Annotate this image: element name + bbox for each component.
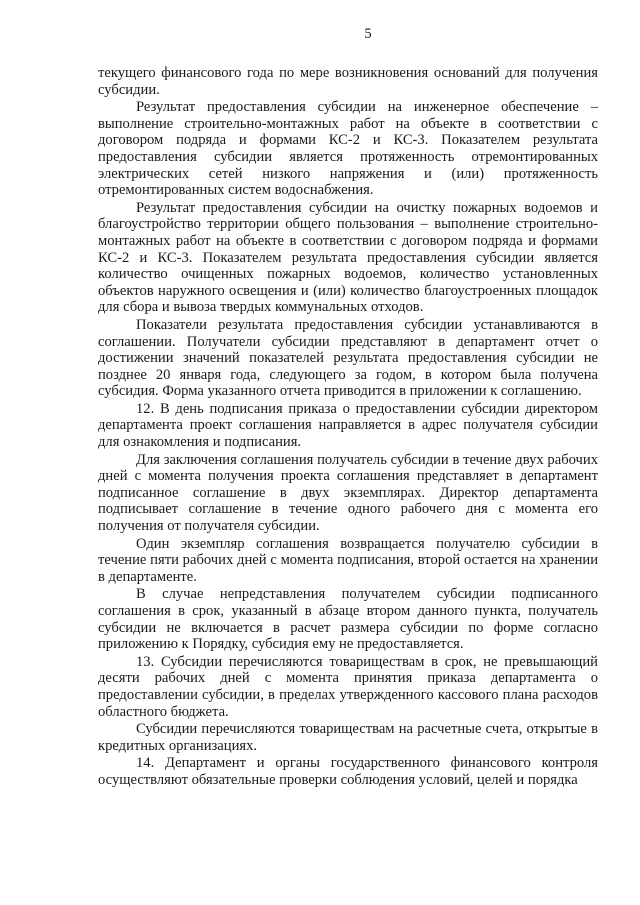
paragraph: Результат предоставления субсидии на инженерное обеспечение – выполнение строительно-монтажных работ на объекте в соответствии с договором подряда и формами КС-2 и КС-3. Показателем результата предоставления субсидии является протяженность отремонтированных электрических сетей низкого напряжения и (или) протяженность отремонтированных систем водоснабжения. (98, 99, 598, 199)
paragraph: 12. В день подписания приказа о предоставлении субсидии директором департамента проект соглашения направляется в адрес получателя субсидии для ознакомления и подписания. (98, 400, 598, 451)
page-number: 5 (364, 26, 372, 42)
paragraph: Субсидии перечисляются товариществам на расчетные счета, открытые в кредитных организациях. (98, 721, 598, 754)
paragraph: Один экземпляр соглашения возвращается получателю субсидии в течение пяти рабочих дней с момента подписания, второй остается на хранении в департаменте. (98, 535, 598, 585)
paragraph: Показатели результата предоставления субсидии устанавливаются в соглашении. Получатели субсидии представляют в департамент отчет о достижении значений показателей результата предоставления субсидии не позднее 20 января года, следующего за годом, в котором была получена субсидия. Форма указанного отчета приводится в приложении к соглашению. (98, 316, 598, 400)
paragraph: 14. Департамент и органы государственного финансового контроля осуществляют обязательные проверки соблюдения условий, целей и порядка (98, 755, 598, 788)
paragraph: Для заключения соглашения получатель субсидии в течение двух рабочих дней с момента получения проекта соглашения представляет в департамент подписанное соглашение в двух экземплярах. Директор департамента подписывает соглашение в течение одного рабочего дня с момента его получения от получателя субсидии. (98, 451, 598, 535)
paragraph: 13. Субсидии перечисляются товариществам в срок, не превышающий десяти рабочих дней с момента принятия приказа департамента о предоставлении субсидии, в пределах утвержденного кассового плана расходов областного бюджета. (98, 653, 598, 720)
paragraph: Результат предоставления субсидии на очистку пожарных водоемов и благоустройство территории общего пользования – выполнение строительно-монтажных работ на объекте в соответствии с договором подряда и формами КС-2 и КС-3. Показателем результата предоставления субсидии является количество очищенных пожарных водоемов, количество установленных объектов наружного освещения и (или) количество благоустроенных площадок для сбора и вывоза твердых коммунальных отходов. (98, 199, 598, 316)
paragraph: В случае непредставления получателем субсидии подписанного соглашения в срок, указанный в абзаце втором данного пункта, получатель субсидии не включается в расчет размера субсидии по форме согласно приложению к Порядку, субсидия ему не предоставляется. (98, 586, 598, 653)
paragraph: текущего финансового года по мере возникновения оснований для получения субсидии. (98, 65, 598, 98)
